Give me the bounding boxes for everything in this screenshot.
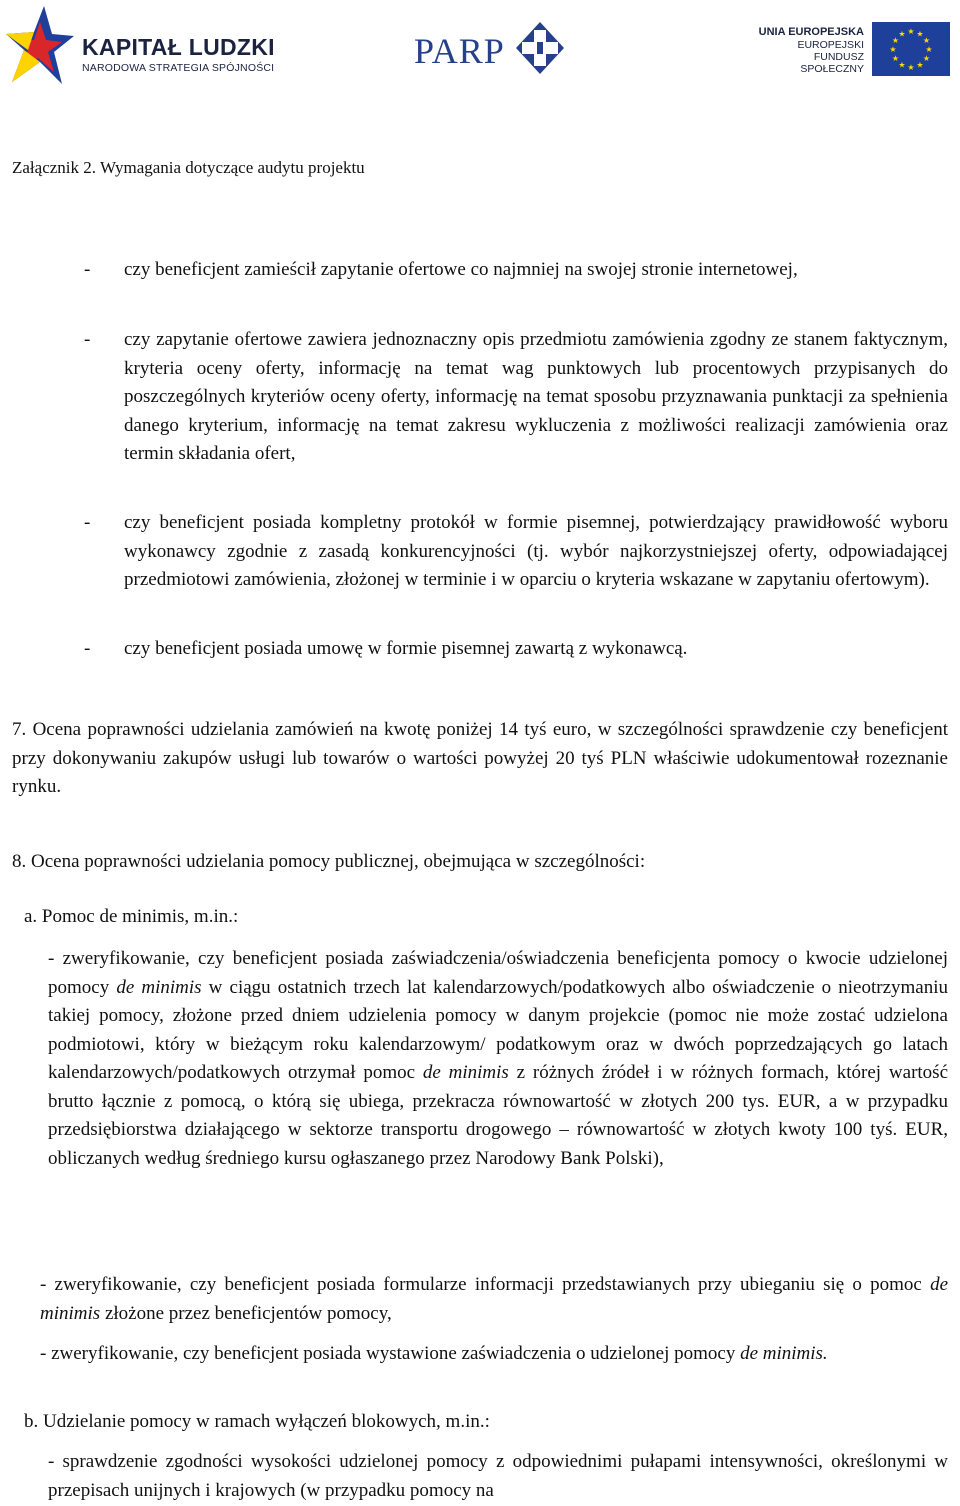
list-item-text: czy beneficjent posiada umowę w formie pisemnej zawartą z wykonawcą. (124, 638, 688, 659)
section-7: 7. Ocena poprawności udzielania zamówień na kwotę poniżej 14 tyś euro, w szczególności sprawdzenie czy beneficjent przy dokonywaniu zakupów usługi lub towarów o wartości powyżej 20 tyś PLN właściwie udokumentował rozeznanie rynku. (12, 719, 948, 797)
list-dash: - (84, 638, 91, 659)
section-8-heading: 8. Ocena poprawności udzielania pomocy publicznej, obejmująca w szczególności: (12, 851, 646, 872)
parp-emblem-icon (514, 20, 566, 76)
kapital-ludzki-title: KAPITAŁ LUDZKI (82, 34, 275, 60)
list-dash: - (84, 512, 91, 533)
list-item-text: czy beneficjent zamieścił zapytanie ofertowe co najmniej na swojej stronie internetowej, (124, 259, 798, 280)
italic-term: de minimis. (740, 1343, 828, 1364)
list-item (84, 509, 948, 595)
subsection-a-item-2 (40, 1271, 948, 1328)
kapital-ludzki-star-icon (4, 4, 76, 90)
kapital-ludzki-logo (4, 4, 304, 90)
subsection-b-item-1: - sprawdzenie zgodności wysokości udzielonej pomocy z odpowiednimi pułapami intensywności, określonymi w przepisach unijnych i krajowych (w przypadku pomocy na (48, 1451, 948, 1501)
text-run: w ciągu ostatnich trzech lat kalendarzowych/podatkowych albo oświadczenie o nieotrzymaniu takiej pomocy, złożone przed dniem udzielenia pomocy w danym projekcie (pomoc nie może zostać udzielona podmiotowi, który w bieżącym roku kalendarzowym/ podatkowym oraz w dwóch poprzedzających go latach kalendarzowych/podatkowych otrzymał pomoc (48, 976, 948, 1083)
parp-wordmark: PARP (414, 31, 505, 71)
svg-text:★: ★ (898, 29, 906, 39)
list-item (84, 326, 948, 469)
eu-label-line2: EUROPEJSKI (797, 39, 864, 51)
eu-efs-logo (752, 22, 957, 82)
subsection-a-item-1 (48, 945, 948, 1173)
svg-text:★: ★ (916, 60, 924, 70)
svg-text:★: ★ (925, 45, 933, 54)
text-run: złożone przez beneficjentów pomocy, (100, 1302, 392, 1324)
italic-term: de minimis (116, 976, 202, 998)
svg-text:★: ★ (907, 27, 915, 36)
italic-term: de minimis (422, 1062, 509, 1083)
svg-text:★: ★ (891, 54, 900, 63)
eu-label-line3: FUNDUSZ SPOŁECZNY (800, 51, 864, 75)
text-run: - zweryfikowanie, czy beneficjent posiada zaświadczenia/oświadczenia beneficjenta pomocy o kwocie udzielonej pomocy (48, 948, 948, 998)
svg-text:★: ★ (916, 29, 924, 39)
svg-text:★: ★ (898, 60, 906, 70)
list-dash: - (84, 259, 91, 280)
eu-label-line1: UNIA EUROPEJSKA (758, 26, 864, 38)
annex-title: Załącznik 2. Wymagania dotyczące audytu projektu (12, 158, 365, 177)
text-run: - zweryfikowanie, czy beneficjent posiada formularze informacji przedstawianych przy ubieganiu się o pomoc (40, 1274, 931, 1295)
eu-flag-icon (872, 22, 950, 76)
svg-text:★: ★ (922, 54, 931, 63)
subsection-a-item-3 (40, 1340, 948, 1369)
svg-text:★: ★ (891, 36, 900, 45)
list-item-text: czy zapytanie ofertowe zawiera jednoznaczny opis przedmiotu zamówienia zgodny ze stanem faktycznym, kryteria oceny oferty, informację na temat wag punktowych lub procentowych przypisanych do poszczególnych kryteriów oceny oferty, informację na temat sposobu przyznawania punktacji za spełnienia danego kryterium, informację na temat zakresu wykluczenia z możliwości realizacji zamówienia oraz termin składania ofert, (124, 329, 948, 464)
svg-text:★: ★ (889, 45, 897, 54)
list-item-text: czy beneficjent posiada kompletny protokół w formie pisemnej, potwierdzający prawidłowość wyboru wykonawcy zgodnie z zasadą konkurencyjności (tj. wybór najkorzystniejszej oferty, odpowiadającej przedmiotowi zamówienia, złożonej w terminie i w oparciu o kryteria wskazane w zapytaniu ofertowym). (124, 512, 948, 590)
italic-term: de minimis (40, 1274, 948, 1324)
subsection-b-heading: b. Udzielanie pomocy w ramach wyłączeń blokowych, m.in.: (24, 1411, 490, 1432)
svg-text:★: ★ (922, 36, 931, 45)
subsection-a-heading: a. Pomoc de minimis, m.in.: (24, 906, 239, 927)
svg-text:★: ★ (907, 63, 915, 72)
list-item (84, 256, 948, 285)
kapital-ludzki-subtitle: NARODOWA STRATEGIA SPÓJNOŚCI (82, 62, 275, 74)
text-run: z różnych źródeł i w różnych formach, której wartość brutto łącznie z pomocą, o którą się ubiega, przekracza równowartość w złotych 200 tys. EUR, a w przypadku przedsiębiorstwa działającego w sektorze transportu drogowego – równowartość w złotych kwoty 100 tyś. EUR, obliczanych według średniego kursu ogłaszanego przez Narodowy Bank Polski), (48, 1062, 949, 1169)
parp-logo (408, 14, 578, 84)
list-dash: - (84, 329, 91, 350)
list-item (84, 635, 948, 664)
page-header (0, 0, 960, 96)
text-run: - zweryfikowanie, czy beneficjent posiada wystawione zaświadczenia o udzielonej pomocy (40, 1343, 741, 1364)
